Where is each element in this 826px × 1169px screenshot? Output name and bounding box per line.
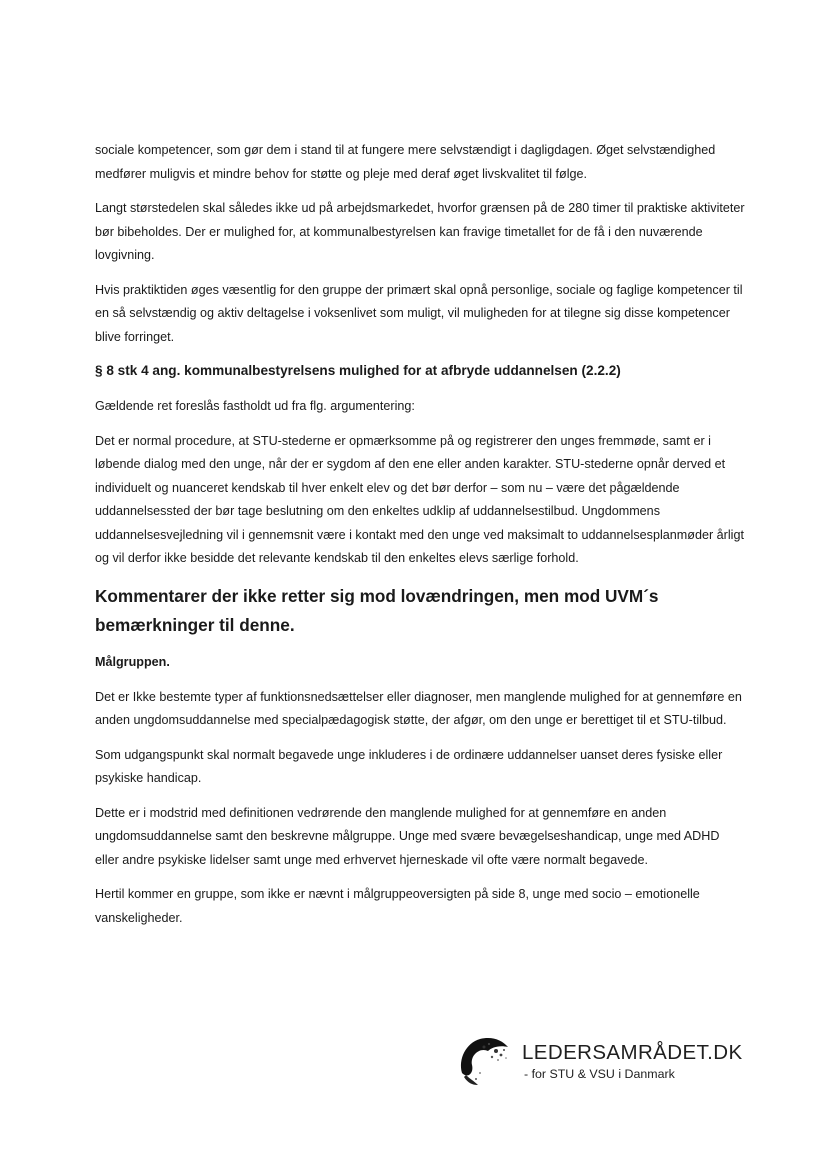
document-page: [95, 139, 745, 941]
paragraph-2: Langt størstedelen skal således ikke ud på arbejdsmarkedet, hvorfor grænsen på de 280 timer til praktiske aktiviteter bør bibeholdes. Der er mulighed for, at kommunalbestyrelsen kan fravige timetallet for de få i den nuværende lovgivning.: [95, 201, 745, 262]
section-heading-8-stk-4: § 8 stk 4 ang. kommunalbestyrelsens mulighed for at afbryde uddannelsen (2.2.2): [95, 363, 621, 378]
paragraph-3: Hvis praktiktiden øges væsentlig for den gruppe der primært skal opnå personlige, sociale og faglige kompetencer til en så selvstændig og aktiv deltagelse i voksenlivet som muligt, vil muligheden for at tilegne sig disse kompetencer blive forringet.: [95, 282, 743, 344]
section2-paragraph-1: Det er Ikke bestemte typer af funktionsnedsættelser eller diagnoser, men manglende mulighed for at gennemføre en anden ungdomsuddannelse med specialpædagogisk støtte, der afgør, om den unge er berettiget til et STU-tilbud.: [95, 689, 742, 727]
section2-paragraph-2: Som udgangspunkt skal normalt begavede unge inkluderes i de ordinære uddannelser uanset deres fysiske eller psykiske handicap.: [95, 747, 723, 785]
speckled-circle-icon: [456, 1033, 516, 1089]
ledersamradet-logo: [456, 1033, 756, 1093]
section2-paragraph-3: Dette er i modstrid med definitionen vedrørende den manglende mulighed for at gennemføre en anden ungdomsuddannelse samt den beskrevne målgruppe. Unge med svære bevægelseshandicap, unge med ADHD eller andre psykiske lidelser samt unge med erhvervet hjerneskade vil ofte være normalt begavede.: [95, 805, 720, 867]
paragraph-1: sociale kompetencer, som gør dem i stand til at fungere mere selvstændigt i dagligdagen. Øget selvstændighed medfører muligvis et mindre behov for støtte og pleje med deraf øget livskvalitet til følge.: [95, 143, 716, 181]
section2-paragraph-4: Hertil kommer en gruppe, som ikke er nævnt i målgruppeoversigten på side 8, unge med socio – emotionelle vanskeligheder.: [95, 887, 700, 925]
section1-body: Det er normal procedure, at STU-stederne er opmærksomme på og registrerer den unges fremmøde, samt er i løbende dialog med den unge, når der er sygdom af den ene eller anden karakter. STU-stederne opnår derved et individuelt og nuanceret kendskab til hver enkelt elev og det bør derfor – som nu – være det pågældende uddannelsessted der bør tage beslutning om den enkeltes udklip af uddannelsestilbud. Ungdommens uddannelsesvejledning vil i gennemsnit være i kontakt med den unge ved maksimalt to uddannelsesplanmøder årligt og vil derfor ikke besidde det relevante kendskab til den enkeltes elevs særlige forhold.: [95, 433, 744, 565]
logo-title: LEDERSAMRÅDET.DK: [522, 1041, 743, 1064]
section1-intro: Gældende ret foreslås fastholdt ud fra flg. argumentering:: [95, 399, 415, 413]
subheading-malgruppen: Målgruppen.: [95, 654, 170, 669]
logo-subtitle: - for STU & VSU i Danmark: [524, 1067, 675, 1081]
section-heading-kommentarer: Kommentarer der ikke retter sig mod lovændringen, men mod UVM´s bemærkninger til denne.: [95, 585, 659, 635]
